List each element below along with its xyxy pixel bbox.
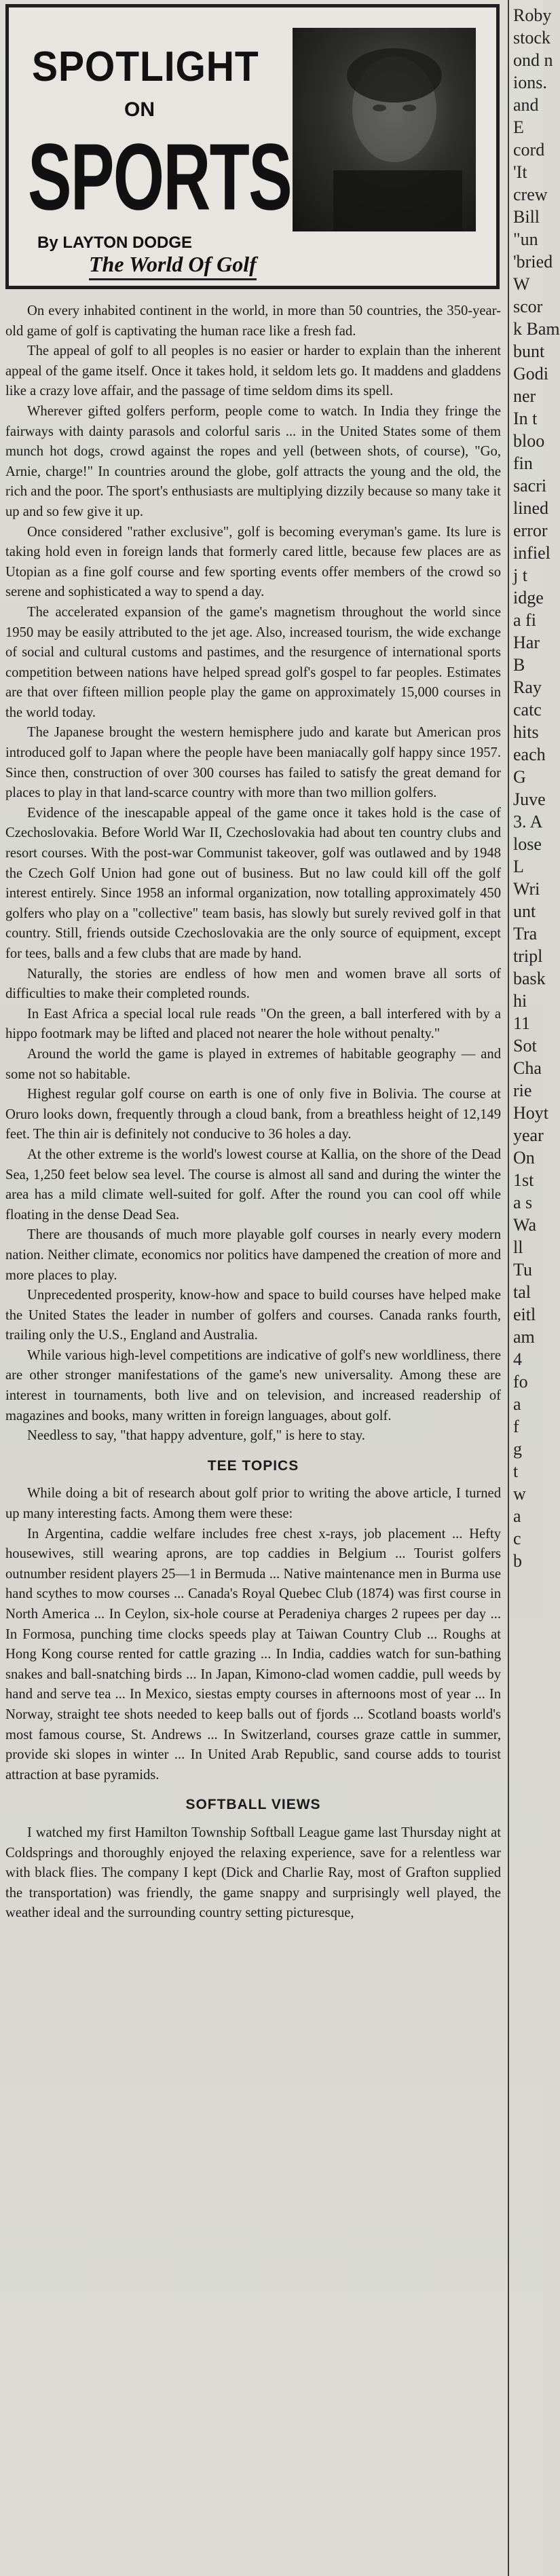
adjacent-column-fragment: unt — [513, 901, 536, 921]
column-header — [5, 4, 500, 289]
adjacent-column-fragment: scor — [513, 297, 543, 316]
tee-topics-facts: In Argentina, caddie welfare includes free chest x-rays, job placement ... Hefty housewives, still wearing aprons, are top caddies in Belgium ... Tourist golfers outnumber resident players 25—1 in Bermuda ... Native maintenance men in Burma use hand scythes to mow courses ... Canada's Royal Quebec Club (1874) was first course in North America ... In Ceylon, six-hole course at Peradeniya charges 2 rupees per day ... In Formosa, punching time clocks speeds play at Taiwan Country Club ... Roughs at Hong Kong course rented for cattle grazing ... In India, caddies watch for sun-bathing snakes and ball-snatching birds ... In Japan, Kimono-clad women caddie, pull weeds by hand and serve tea ... In Mexico, siestas empty courses in afternoons most of year ... In Norway, straight tee shots needed to keep balls out of fjords ... Scotland boasts world's most famous course, St. Andrews ... In Switzerland, courses graze cattle in summer, provide ski slopes in winter ... In United Arab Republic, sand course adds to tourist attraction at base pyramids. — [5, 1526, 501, 1782]
adjacent-column-fragment: catc — [513, 700, 542, 720]
tee-topics-intro: While doing a bit of research about golf prior to writing the above article, I turned up many interesting facts. Among them were these: — [5, 1486, 501, 1522]
adjacent-column-fragment: Tra — [513, 924, 538, 944]
article-paragraph: Needless to say, "that happy adventure, golf," is here to stay. — [27, 1428, 365, 1444]
adjacent-column-fragment: Ray — [513, 677, 542, 697]
adjacent-column-fragment: lose — [513, 834, 542, 854]
adjacent-column-fragment: sacri — [513, 476, 547, 496]
adjacent-column-fragment: and — [513, 95, 539, 115]
article-paragraph: Highest regular golf course on earth is one of only five in Bolivia. The course at Oruro looks down, frequently through a cloud bank, from a breathless height of 12,149 feet. The thin air is definitely not conducive to 36 holes a day. — [5, 1087, 501, 1142]
adjacent-column-fragment: 'bried — [513, 252, 553, 272]
adjacent-column-fragment: c — [513, 1529, 521, 1548]
adjacent-column-fragment: infiel — [513, 543, 550, 563]
tee-topics-section — [5, 1484, 501, 1785]
adjacent-column-fragment: rie — [513, 1081, 532, 1100]
adjacent-column-fragment: Wa — [513, 1215, 536, 1235]
adjacent-column-fragment: G — [513, 767, 526, 787]
article-paragraph: There are thousands of much more playable golf courses in nearly every modern nation. Neither climate, economics nor politics have dampened the creation of more and more places to play. — [5, 1227, 501, 1283]
adjacent-column-fragment: On — [513, 1148, 535, 1168]
adjacent-column-fragment: Tu — [513, 1260, 532, 1280]
adjacent-column-fragment: 1st — [513, 1170, 534, 1190]
adjacent-column-fragment: lined — [513, 498, 548, 518]
adjacent-column-fragment: bunt — [513, 341, 545, 361]
header-on-word: ON — [124, 98, 155, 121]
adjacent-column-fragment: a — [513, 1394, 521, 1414]
adjacent-column-fragment: error — [513, 521, 548, 540]
article-paragraph: At the other extreme is the world's lowest course at Kallia, on the shore of the Dead Sea, 1,250 feet below sea level. The course is almost all sand and during the winter the area has a mild climate well-suited for golf. After the round you can cool off while floating in the dense Dead Sea. — [5, 1146, 501, 1222]
byline: By LAYTON DODGE — [37, 234, 193, 252]
article-paragraph: Wherever gifted golfers perform, people come to watch. In India they fringe the fairways with dainty parasols and colorful saris ... in the United States some of them munch hot dogs, crowd against the ropes and yell (between shots, of course), "Go, Arnie, charge!" In countries around the globe, golf attracts the young and the old, the rich and the poor. The sport's enthusiasts are multiplying dizzily because so many take it up and so few give it up. — [5, 403, 501, 519]
softball-views-text: I watched my first Hamilton Township Softball League game last Thursday night at Coldsprings and thoroughly enjoyed the relaxing experience, save for a relentless war with black flies. The company I kept (Dick and Charlie Ray, most of Grafton supplied the transportation) was friendly, the game snappy and surprisingly well played, the weather ideal and the surrounding country setting picturesque, — [5, 1825, 501, 1921]
adjacent-column-fragment: bask — [513, 969, 546, 988]
article-paragraph: Once considered "rather exclusive", golf is becoming everyman's game. Its lure is taking hold even in foreign lands that formerly cared little, because few places are as Utopian as a fine golf course and few sporting events offer members of the crowd so serene and sophisticated a way to spend a day. — [5, 524, 501, 600]
adjacent-column-fragment: am — [513, 1327, 535, 1347]
adjacent-column-fragment: 'It — [513, 162, 527, 182]
adjacent-column-fragment: a s — [513, 1193, 533, 1212]
adjacent-column-fragment: Wri — [513, 879, 540, 899]
softball-views-heading: SOFTBALL VIEWS — [185, 1797, 321, 1813]
adjacent-column-fragment: a — [513, 1506, 521, 1526]
article-title: The World Of Golf — [89, 252, 257, 280]
adjacent-column-fragment: ner — [513, 386, 536, 406]
article-paragraph: The accelerated expansion of the game's magnetism throughout the world since 1950 may be easily attributed to the jet age. Also, increased tourism, the wide exchange of social and cultural customs and pastimes, and the resurgence of international sports competition between nations have helped spread golf's gospel to far peoples. Estimates are that over fifteen million people play the game on approximately 15,000 courses in the world today. — [5, 604, 501, 720]
article-paragraph: Around the world the game is played in extremes of habitable geography — and some not so habitable. — [5, 1046, 501, 1082]
article-paragraph: In East Africa a special local rule reads "On the green, a ball interfered with by a hippo footmark may be lifted and placed not nearer the hole without penalty." — [5, 1006, 501, 1042]
adjacent-column-fragment: hits — [513, 722, 539, 742]
adjacent-column-fragment: each — [513, 745, 546, 764]
article-paragraph: Naturally, the stories are endless of how men and women brave all sorts of difficulties to make their completed rounds. — [5, 966, 501, 1002]
adjacent-column-fragment: 4 — [513, 1349, 522, 1369]
adjacent-column-fragment: tal — [513, 1282, 531, 1302]
adjacent-column-fragment: "un — [513, 229, 538, 249]
adjacent-column-fragment: Bill — [513, 207, 540, 227]
adjacent-column-fragment: fo — [513, 1372, 528, 1392]
adjacent-column-fragment: 3. A — [513, 812, 543, 832]
adjacent-column-fragment: cord — [513, 140, 545, 160]
adjacent-column-fragment: bloo — [513, 431, 545, 451]
adjacent-column-fragment: Godi — [513, 364, 548, 384]
adjacent-column-fragment: j t — [513, 565, 527, 585]
adjacent-column-fragment: w — [513, 1484, 526, 1504]
adjacent-column-fragment: Roby — [513, 5, 552, 25]
adjacent-column-fragment: W — [513, 274, 530, 294]
header-spotlight-word: SPOTLIGHT — [32, 43, 259, 90]
adjacent-column-fragment: ll — [513, 1237, 523, 1257]
adjacent-column-fragment: stock — [513, 28, 550, 48]
header-sports-word: SPORTS — [28, 124, 292, 231]
adjacent-column-fragment: L — [513, 857, 524, 876]
adjacent-column-fragment: Cha — [513, 1058, 542, 1078]
adjacent-column-fragment: Juve — [513, 789, 546, 809]
article-paragraph: The appeal of golf to all peoples is no easier or harder to explain than the inherent appeal of the game itself. Once it takes hold, it seldom lets go. It maddens and gladdens like a crazy love affair, and the passage of time seldom dims its spell. — [5, 343, 501, 399]
article-paragraph: Evidence of the inescapable appeal of the game once it takes hold is the case of Czechoslovakia. Before World War II, Czechoslovakia had about ten country clubs and resort courses. With the post-war Communist takeover, golf was outlawed and by 1948 the Czech Golf Union had gone out of business. But no law could kill off the golf interest entirely. Since 1958 an informal organization, now totalling approximately 450 golfers who play on a "collective" team basis, has slowly but surely revived golf in that country. Still, friends outside Czechoslovakia are the only source of equipment, except for tees, balls and a few clubs that are made by hand. — [5, 805, 501, 961]
columnist-photo — [293, 28, 476, 231]
adjacent-column-fragment: k Bam — [513, 319, 560, 339]
adjacent-column-fragment: year — [513, 1125, 544, 1145]
adjacent-column-fragment: E — [513, 117, 524, 137]
adjacent-column-fragment: Sot — [513, 1036, 537, 1056]
column-divider — [508, 0, 509, 2576]
article-paragraph: Unprecedented prosperity, know-how and space to build courses have helped make the United States the leader in number of golfers and courses. Canada ranks fourth, trailing only the U.S., England and Australia. — [5, 1288, 501, 1343]
adjacent-column-fragment: ond n — [513, 50, 553, 70]
adjacent-column-fragment: B — [513, 655, 525, 675]
article-paragraph: On every inhabited continent in the world, in more than 50 countries, the 350-year-old game of golf is captivating the human race like a fresh fad. — [5, 303, 501, 339]
adjacent-column-fragment: ions. — [513, 73, 547, 92]
article-column — [5, 4, 505, 2570]
adjacent-column-fragment: In t — [513, 409, 538, 428]
article-paragraph: The Japanese brought the western hemisphere judo and karate but American pros introduced golf to Japan where the people have been maniacally golf happy since 1957. Since then, construction of over 300 courses has failed to satisfy the great demand for places to play in that land-scarce country with more than two million golfers. — [5, 725, 501, 801]
adjacent-column-fragment: tripl — [513, 946, 543, 966]
tee-topics-heading: TEE TOPICS — [207, 1457, 299, 1474]
adjacent-column-fragment: f — [513, 1417, 519, 1436]
adjacent-column-fragment: hi — [513, 991, 527, 1011]
adjacent-column-fragment: crew — [513, 185, 548, 204]
adjacent-column-fragment: idge — [513, 588, 544, 608]
adjacent-column-fragments — [513, 4, 560, 2570]
adjacent-column-fragment: eitl — [513, 1305, 536, 1324]
adjacent-column-fragment: b — [513, 1551, 522, 1571]
adjacent-column-fragment: Hoyt — [513, 1103, 548, 1123]
adjacent-column-fragment: g — [513, 1439, 522, 1459]
columnist-portrait-icon — [293, 28, 476, 231]
adjacent-column-fragment: t — [513, 1461, 519, 1481]
article-body — [5, 301, 505, 1924]
adjacent-column-fragment: a fi — [513, 610, 536, 630]
article-paragraph: While various high-level competitions are indicative of golf's new worldliness, there are other stronger manifestations of the game's new universality. Among these are interest in tournaments, both live and on television, and increased readership of magazines and books, many written in foreign languages, about golf. — [5, 1347, 501, 1423]
adjacent-column-fragment: 11 — [513, 1013, 531, 1033]
adjacent-column-fragment: Har — [513, 633, 540, 652]
adjacent-column-fragment: fin — [513, 453, 533, 473]
